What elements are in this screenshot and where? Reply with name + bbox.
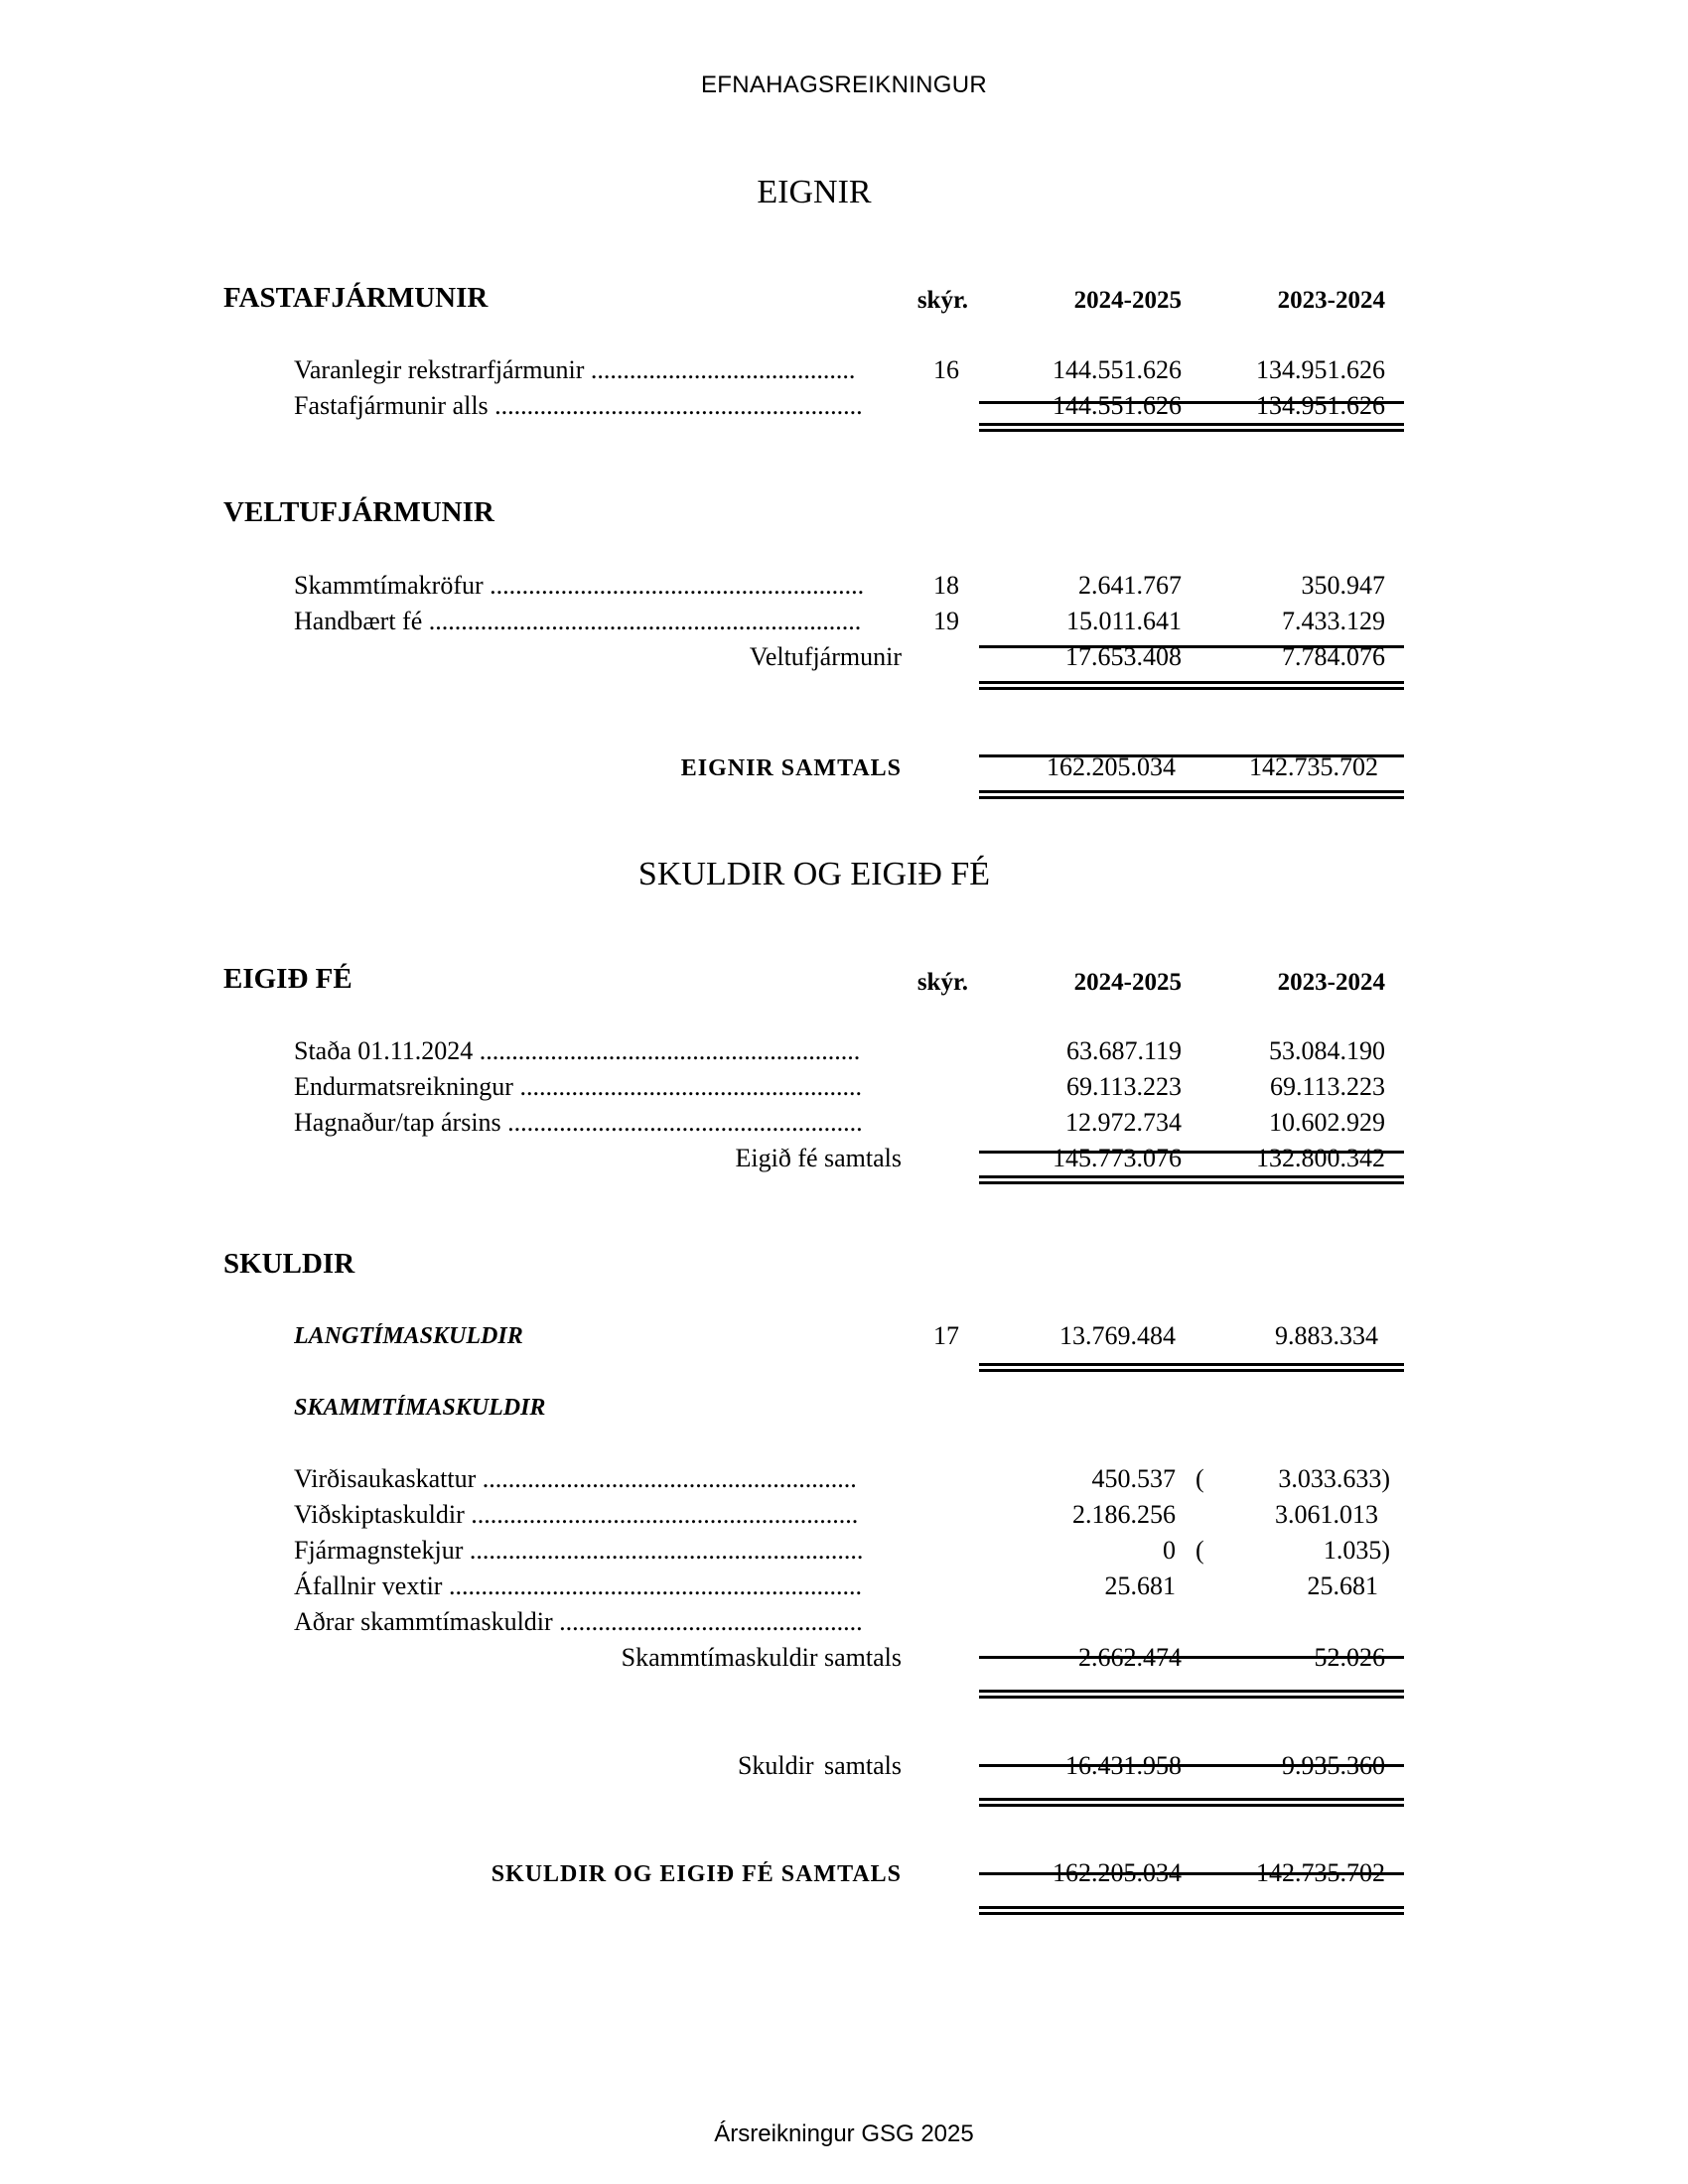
current-value: 162.205.034 bbox=[1047, 752, 1176, 781]
table-row bbox=[0, 607, 1688, 642]
row-label: Veltufjármunir bbox=[749, 642, 902, 671]
row-label: SKULDIR OG EIGIÐ FÉ SAMTALS bbox=[491, 1861, 902, 1887]
current-value: 13.769.484 bbox=[1059, 1321, 1176, 1350]
table-row bbox=[0, 1500, 1688, 1536]
table-row bbox=[0, 1072, 1688, 1108]
current-year-header: 2024-2025 bbox=[1073, 287, 1182, 314]
previous-value: 1.035) bbox=[1323, 1536, 1390, 1565]
previous-value: 25.681 bbox=[1307, 1571, 1378, 1600]
current-value: 144.551.626 bbox=[1053, 355, 1182, 384]
current-value: 69.113.223 bbox=[1065, 1072, 1182, 1101]
row-label: Staða 01.11.2024 ........................................................... bbox=[294, 1036, 861, 1065]
current-value: 162.205.034 bbox=[1053, 1858, 1182, 1887]
table-row bbox=[0, 355, 1688, 391]
negative-paren: ( bbox=[1196, 1464, 1204, 1493]
current-value: 145.773.076 bbox=[1053, 1144, 1182, 1172]
row-label: Varanlegir rekstrarfjármunir ......................................... bbox=[294, 355, 856, 384]
total-row bbox=[0, 391, 1688, 427]
note-column-header: skýr. bbox=[916, 287, 968, 314]
previous-value: 9.935.360 bbox=[1282, 1751, 1385, 1780]
previous-value: 69.113.223 bbox=[1269, 1072, 1385, 1101]
previous-value: 3.061.013 bbox=[1275, 1500, 1378, 1529]
total-double-rule bbox=[979, 681, 1404, 690]
previous-value: 52.026 bbox=[1314, 1643, 1385, 1672]
row-label: EIGNIR SAMTALS bbox=[680, 755, 902, 781]
row-label: Virðisaukaskattur .......................................................... bbox=[294, 1464, 857, 1493]
note-ref: 17 bbox=[933, 1321, 959, 1350]
total-double-rule bbox=[979, 423, 1404, 432]
note-ref: 16 bbox=[933, 355, 959, 384]
previous-value: 142.735.702 bbox=[1256, 1858, 1385, 1887]
note-ref: 18 bbox=[933, 571, 959, 600]
table-row bbox=[0, 1464, 1688, 1500]
table-row bbox=[0, 1571, 1688, 1607]
grand-total-row bbox=[0, 1858, 1688, 1894]
previous-value: 134.951.626 bbox=[1256, 391, 1385, 420]
previous-year-header: 2023-2024 bbox=[1277, 287, 1385, 314]
current-value: 2.641.767 bbox=[1078, 571, 1182, 600]
row-label: Eigið fé samtals bbox=[735, 1144, 902, 1172]
row-label: LANGTÍMASKULDIR bbox=[294, 1323, 523, 1349]
row-label: Skammtímakröfur .......................................................... bbox=[294, 571, 865, 600]
fixed-assets-heading: FASTAFJÁRMUNIR bbox=[223, 282, 489, 314]
row-label: Aðrar skammtímaskuldir ............................................... bbox=[294, 1607, 863, 1636]
negative-paren: ( bbox=[1196, 1536, 1204, 1565]
grand-total-row bbox=[0, 752, 1688, 788]
previous-value: 132.800.342 bbox=[1256, 1144, 1385, 1172]
table-row bbox=[0, 571, 1688, 607]
previous-value: 7.433.129 bbox=[1282, 607, 1385, 635]
previous-year-header: 2023-2024 bbox=[1277, 969, 1385, 996]
previous-value: 7.784.076 bbox=[1282, 642, 1385, 671]
current-value: 450.537 bbox=[1091, 1464, 1176, 1493]
liabilities-equity-title: SKULDIR OG EIGIÐ FÉ bbox=[637, 856, 991, 892]
row-label: Skammtímaskuldir samtals bbox=[621, 1643, 902, 1672]
note-column-header: skýr. bbox=[916, 969, 968, 996]
table-row bbox=[0, 1607, 1688, 1643]
table-row bbox=[0, 1536, 1688, 1571]
current-year-header: 2024-2025 bbox=[1073, 969, 1182, 996]
table-row bbox=[0, 1036, 1688, 1072]
current-value: 144.551.626 bbox=[1053, 391, 1182, 420]
total-double-rule bbox=[979, 1175, 1404, 1184]
previous-value: 350.947 bbox=[1301, 571, 1385, 600]
short-term-heading-row bbox=[0, 1395, 1688, 1431]
liabilities-heading: SKULDIR bbox=[223, 1248, 355, 1280]
liabilities-total-row bbox=[0, 1751, 1688, 1787]
equity-heading: EIGIÐ FÉ bbox=[223, 963, 352, 995]
row-label: Handbært fé ................................................................... bbox=[294, 607, 862, 635]
total-double-rule bbox=[979, 1690, 1404, 1699]
previous-value: 9.883.334 bbox=[1275, 1321, 1378, 1350]
previous-value: 134.951.626 bbox=[1256, 355, 1385, 384]
row-label: Fastafjármunir alls ......................................................... bbox=[294, 391, 863, 420]
current-value: 12.972.734 bbox=[1065, 1108, 1182, 1137]
previous-value: 142.735.702 bbox=[1249, 752, 1378, 781]
row-label: Fjármagnstekjur ............................................................. bbox=[294, 1536, 864, 1565]
table-row bbox=[0, 1108, 1688, 1144]
current-value: 15.011.641 bbox=[1065, 607, 1182, 635]
previous-value: 53.084.190 bbox=[1269, 1036, 1385, 1065]
total-double-rule bbox=[979, 1906, 1404, 1915]
row-label: Skuldir samtals bbox=[737, 1751, 902, 1780]
previous-value: 3.033.633) bbox=[1278, 1464, 1390, 1493]
running-footer: Ársreikningur GSG 2025 bbox=[714, 2120, 974, 2147]
total-double-rule bbox=[979, 790, 1404, 799]
total-row bbox=[0, 642, 1688, 678]
total-double-rule bbox=[979, 1798, 1404, 1807]
current-value: 25.681 bbox=[1104, 1571, 1176, 1600]
row-label: Viðskiptaskuldir ............................................................ bbox=[294, 1500, 859, 1529]
current-value: 63.687.119 bbox=[1065, 1036, 1182, 1065]
long-term-liabilities-row bbox=[0, 1321, 1688, 1357]
current-value: 2.662.474 bbox=[1078, 1643, 1182, 1672]
current-value: 17.653.408 bbox=[1065, 642, 1182, 671]
previous-value: 10.602.929 bbox=[1269, 1108, 1385, 1137]
total-row bbox=[0, 1144, 1688, 1179]
total-row bbox=[0, 1643, 1688, 1679]
short-term-liabilities-heading: SKAMMTÍMASKULDIR bbox=[294, 1395, 546, 1421]
assets-title: EIGNIR bbox=[757, 174, 872, 210]
row-label: Hagnaður/tap ársins ....................................................... bbox=[294, 1108, 863, 1137]
row-label: Endurmatsreikningur ..................................................... bbox=[294, 1072, 862, 1101]
current-value: 0 bbox=[1163, 1536, 1176, 1565]
row-label: Áfallnir vextir ................................................................ bbox=[294, 1571, 862, 1600]
current-value: 16.431.958 bbox=[1065, 1751, 1182, 1780]
total-double-rule bbox=[979, 1363, 1404, 1372]
running-header: EFNAHAGSREIKNINGUR bbox=[700, 71, 988, 98]
note-ref: 19 bbox=[933, 607, 959, 635]
current-assets-heading: VELTUFJÁRMUNIR bbox=[223, 496, 494, 528]
current-value: 2.186.256 bbox=[1072, 1500, 1176, 1529]
